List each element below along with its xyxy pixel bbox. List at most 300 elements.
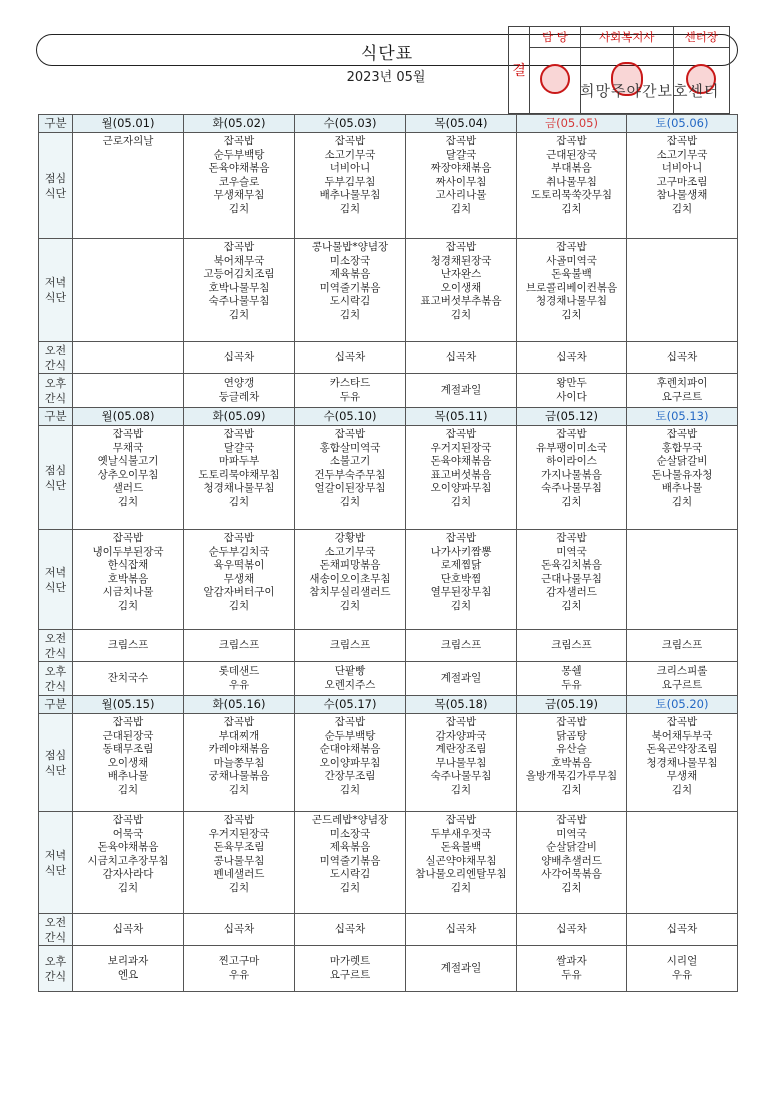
menu-item: 유부팽이미소국 xyxy=(535,441,607,454)
menu-item: 돈나물유자청 xyxy=(651,468,713,481)
menu-item: 미소장국 xyxy=(329,827,371,840)
menu-item: 근대나물무침 xyxy=(541,572,602,585)
menu-item: 계절과일 xyxy=(440,383,482,396)
menu-item: 잡곡밥 xyxy=(223,814,255,826)
pm-snack-label-text: 오후 xyxy=(44,376,67,390)
pm_snack-cell xyxy=(295,946,406,992)
menu-item: 소고기무국 xyxy=(656,148,708,161)
dinner-cell xyxy=(184,812,295,914)
pm-snack-label xyxy=(39,662,73,696)
menu-item: 두유 xyxy=(561,678,582,691)
menu-item: 오이양파무침 xyxy=(430,482,492,495)
day-header: 수(05.17) xyxy=(295,696,406,714)
approval-role-1: 담 당 xyxy=(530,27,581,48)
dinner-cell xyxy=(73,239,184,342)
menu-item: 요구르트 xyxy=(329,968,371,981)
menu-item: 십곡차 xyxy=(223,922,255,935)
lunch-cell xyxy=(184,133,295,239)
lunch-label xyxy=(39,426,73,530)
menu-item: 우거지된장국 xyxy=(208,827,270,840)
category-label-text: 구분 xyxy=(44,409,67,423)
month-label: 2023년 05월 xyxy=(346,70,426,85)
am_snack-cell xyxy=(295,914,406,946)
dinner-cell xyxy=(73,530,184,630)
menu-item: 올방개묵김가루무침 xyxy=(525,770,618,783)
lunch-label-text: 점심 xyxy=(44,463,67,477)
menu-item: 김치 xyxy=(450,202,472,215)
menu-item: 유산슬 xyxy=(556,743,587,756)
menu-item: 잡곡밥 xyxy=(223,428,255,440)
menu-item: 잡곡밥 xyxy=(334,135,366,147)
lunch-cell xyxy=(627,133,738,239)
pm_snack-row xyxy=(39,374,738,408)
menu-item: 십곡차 xyxy=(666,922,698,935)
day-header: 금(05.12) xyxy=(517,408,627,426)
menu-item: 김치 xyxy=(561,783,582,796)
pm_snack-cell xyxy=(184,946,295,992)
menu-item: 김치 xyxy=(561,599,582,612)
menu-item: 김치 xyxy=(339,202,361,215)
pm-snack-label xyxy=(39,374,73,408)
pm_snack-cell xyxy=(517,662,627,696)
menu-item: 잡곡밥 xyxy=(112,428,144,440)
menu-item: 냉이두부된장국 xyxy=(92,545,164,558)
menu-item: 무생채무침 xyxy=(213,189,265,202)
menu-item: 계란장조림 xyxy=(435,743,487,756)
lunch-cell xyxy=(295,714,406,812)
menu-item: 홍합무국 xyxy=(661,441,703,454)
menu-item: 참치무실리샐러드 xyxy=(309,586,391,599)
menu-item: 너비아니 xyxy=(329,162,371,175)
day-header: 금(05.05) xyxy=(517,115,627,133)
am-snack-label-text: 오전 xyxy=(44,343,67,357)
menu-item: 김치 xyxy=(117,783,139,796)
menu-item: 알감자버터구이 xyxy=(203,586,275,599)
dinner-cell xyxy=(295,812,406,914)
menu-item: 김치 xyxy=(228,308,250,321)
menu-item: 소고기무국 xyxy=(324,545,376,558)
menu-item: 고구마조림 xyxy=(656,175,708,188)
menu-item: 잡곡밥 xyxy=(445,428,477,440)
menu-item: 잡곡밥 xyxy=(223,241,255,253)
pm-snack-label-text: 간식 xyxy=(44,391,67,405)
pm_snack-row xyxy=(39,946,738,992)
menu-item: 브로콜리베이컨볶음 xyxy=(525,281,618,294)
menu-item: 김치 xyxy=(450,783,472,796)
menu-item: 십곡차 xyxy=(556,350,587,363)
menu-item: 크림스프 xyxy=(329,638,371,651)
menu-item: 북어채두부국 xyxy=(651,729,713,742)
menu-item: 닭곰탕 xyxy=(556,729,587,742)
menu-item: 동태무조림 xyxy=(102,743,154,756)
menu-item: 카레야채볶음 xyxy=(208,743,270,756)
menu-item: 콩나물무침 xyxy=(213,854,265,867)
menu-item: 숙주나물무침 xyxy=(430,770,492,783)
pm-snack-label-text: 오후 xyxy=(44,664,67,678)
menu-item: 김치 xyxy=(228,881,250,894)
dinner-cell xyxy=(406,812,517,914)
am_snack-cell xyxy=(184,342,295,374)
menu-item: 잡곡밥 xyxy=(556,241,587,253)
menu-item: 사각어묵볶음 xyxy=(541,868,602,881)
menu-item: 잡곡밥 xyxy=(112,532,144,544)
menu-item: 미역줄기볶음 xyxy=(319,281,381,294)
lunch-cell xyxy=(406,426,517,530)
pm_snack-cell xyxy=(627,374,738,408)
menu-item: 김치 xyxy=(228,599,250,612)
menu-item: 김치 xyxy=(450,308,472,321)
menu-item: 근로자의날 xyxy=(102,135,154,147)
menu-item: 오이생채 xyxy=(440,281,482,294)
menu-item: 크림스프 xyxy=(107,638,149,651)
menu-item: 두유 xyxy=(561,968,582,981)
dinner-row xyxy=(39,812,738,914)
menu-item: 콩나물밥*양념장 xyxy=(311,241,389,253)
menu-item: 연양갱 xyxy=(223,376,255,389)
lunch-label-text: 점심 xyxy=(44,748,67,762)
menu-item: 잡곡밥 xyxy=(445,241,477,253)
category-label xyxy=(39,408,73,426)
menu-item: 김치 xyxy=(339,881,361,894)
pm_snack-cell xyxy=(73,662,184,696)
am_snack-cell xyxy=(627,914,738,946)
lunch-cell xyxy=(184,426,295,530)
menu-item: 청경채나물무침 xyxy=(646,756,718,769)
menu-item: 너비아니 xyxy=(661,162,703,175)
day-header: 월(05.15) xyxy=(73,696,184,714)
lunch-cell xyxy=(406,133,517,239)
menu-item: 십곡차 xyxy=(334,350,366,363)
menu-item: 요구르트 xyxy=(661,678,703,691)
am-snack-label-text: 간식 xyxy=(44,358,67,372)
pm_snack-cell xyxy=(184,662,295,696)
menu-item: 십곡차 xyxy=(112,922,144,935)
am_snack-cell xyxy=(73,342,184,374)
menu-item: 오렌지주스 xyxy=(324,678,376,691)
menu-item: 왕만두 xyxy=(556,376,587,389)
menu-item: 짜사이무침 xyxy=(435,175,487,188)
menu-item: 돈육김치볶음 xyxy=(541,559,602,572)
menu-item: 잔치국수 xyxy=(107,671,149,684)
am_snack-cell xyxy=(517,630,627,662)
am-snack-label xyxy=(39,630,73,662)
pm-snack-label-text: 간식 xyxy=(44,679,67,693)
menu-item: 크림스프 xyxy=(218,638,260,651)
menu-item: 잡곡밥 xyxy=(223,716,255,728)
menu-item: 후렌치파이 xyxy=(656,376,708,389)
day-header: 수(05.10) xyxy=(295,408,406,426)
day-header: 목(05.11) xyxy=(406,408,517,426)
dinner-row xyxy=(39,239,738,342)
menu-item: 잡곡밥 xyxy=(445,532,477,544)
day-header: 월(05.01) xyxy=(73,115,184,133)
menu-item: 단팥빵 xyxy=(334,664,366,677)
menu-item: 계절과일 xyxy=(440,671,482,684)
menu-item: 크림스프 xyxy=(440,638,482,651)
menu-item: 둥글레차 xyxy=(218,390,260,403)
menu-item: 순살닭갈비 xyxy=(656,455,708,468)
menu-item: 돈육불백 xyxy=(440,841,482,854)
menu-item: 김치 xyxy=(450,881,472,894)
menu-item: 표고버섯볶음 xyxy=(430,468,492,481)
menu-item: 잡곡밥 xyxy=(445,716,477,728)
menu-item: 잡곡밥 xyxy=(556,135,587,147)
menu-item: 샐러드 xyxy=(112,482,144,495)
day-header: 화(05.09) xyxy=(184,408,295,426)
menu-item: 도토리묵야채무침 xyxy=(198,468,280,481)
menu-item: 잡곡밥 xyxy=(223,532,255,544)
menu-item: 잡곡밥 xyxy=(112,814,144,826)
menu-item: 소고기무국 xyxy=(324,148,376,161)
pm_snack-cell xyxy=(406,374,517,408)
menu-item: 김치 xyxy=(339,599,361,612)
menu-item: 시리얼 xyxy=(666,954,698,967)
menu-item: 잡곡밥 xyxy=(556,428,587,440)
menu-item: 열무된장무침 xyxy=(430,586,492,599)
am-snack-label-text: 간식 xyxy=(44,930,67,944)
menu-item: 제육볶음 xyxy=(329,841,371,854)
menu-item: 로제찜닭 xyxy=(440,559,482,572)
dinner-cell xyxy=(184,530,295,630)
menu-item: 십곡차 xyxy=(556,922,587,935)
menu-item: 김치 xyxy=(671,495,693,508)
category-label xyxy=(39,115,73,133)
menu-item: 근대된장국 xyxy=(546,148,597,161)
menu-item: 가지나물볶음 xyxy=(541,468,602,481)
menu-item: 마늘쫑무침 xyxy=(213,756,265,769)
menu-item: 김치 xyxy=(228,495,250,508)
menu-item: 엔요 xyxy=(117,968,139,981)
am_snack-row xyxy=(39,342,738,374)
category-label-text: 구분 xyxy=(44,697,67,711)
menu-item: 제육볶음 xyxy=(329,268,371,281)
approval-side-1: 결 xyxy=(509,27,530,114)
dinner-cell xyxy=(517,530,627,630)
menu-item: 십곡차 xyxy=(666,350,698,363)
lunch-label-text: 식단 xyxy=(44,763,67,777)
menu-item: 육우떡볶이 xyxy=(213,559,265,572)
menu-item: 배추나물 xyxy=(107,770,149,783)
menu-item: 몽쉘 xyxy=(561,664,582,677)
lunch-label-text: 식단 xyxy=(44,478,67,492)
menu-item: 짜장야채볶음 xyxy=(430,162,492,175)
menu-item: 미소장국 xyxy=(329,254,371,267)
am-snack-label-text: 오전 xyxy=(44,915,67,929)
menu-item: 부대볶음 xyxy=(551,162,592,175)
dinner-label-text: 식단 xyxy=(44,863,67,877)
day-header: 토(05.06) xyxy=(627,115,738,133)
menu-item: 잡곡밥 xyxy=(556,814,587,826)
lunch-cell xyxy=(73,426,184,530)
menu-item: 돈육야채볶음 xyxy=(97,841,159,854)
pm_snack-cell xyxy=(627,662,738,696)
menu-item: 돈육불백 xyxy=(551,268,592,281)
day-header: 화(05.02) xyxy=(184,115,295,133)
menu-item: 무생채 xyxy=(223,572,255,585)
menu-item: 펜네샐러드 xyxy=(213,868,265,881)
menu-item: 도시락김 xyxy=(329,295,371,308)
dinner-cell xyxy=(627,812,738,914)
menu-item: 상추오이무침 xyxy=(97,468,159,481)
menu-item: 청경채된장국 xyxy=(430,254,492,267)
am-snack-label-text: 간식 xyxy=(44,646,67,660)
lunch-label xyxy=(39,714,73,812)
day-header-row xyxy=(39,408,738,426)
menu-item: 양배추샐러드 xyxy=(541,854,602,867)
menu-item: 배추나물 xyxy=(661,482,703,495)
menu-item: 두부김무침 xyxy=(324,175,376,188)
menu-item: 잡곡밥 xyxy=(666,135,698,147)
dinner-cell xyxy=(73,812,184,914)
menu-item: 무채국 xyxy=(112,441,144,454)
menu-item: 새송이오이초무침 xyxy=(309,572,391,585)
day-header: 토(05.13) xyxy=(627,408,738,426)
menu-item: 한식잡채 xyxy=(107,559,149,572)
dinner-cell xyxy=(627,239,738,342)
menu-item: 무나물무침 xyxy=(435,756,487,769)
menu-item: 크림스프 xyxy=(551,638,592,651)
am_snack-cell xyxy=(184,914,295,946)
menu-item: 우유 xyxy=(671,968,693,981)
menu-item: 두부새우젓국 xyxy=(430,827,492,840)
lunch-label-text: 식단 xyxy=(44,186,67,200)
menu-item: 김치 xyxy=(117,881,139,894)
menu-item: 순두부백탕 xyxy=(213,148,265,161)
am_snack-cell xyxy=(295,630,406,662)
lunch-cell xyxy=(73,714,184,812)
pm_snack-cell xyxy=(406,946,517,992)
pm_snack-cell xyxy=(517,374,627,408)
lunch-cell xyxy=(295,426,406,530)
menu-item: 홍합살미역국 xyxy=(319,441,381,454)
menu-item: 십곡차 xyxy=(334,922,366,935)
menu-item: 어묵국 xyxy=(112,827,144,840)
menu-item: 잡곡밥 xyxy=(223,135,255,147)
menu-item: 우유 xyxy=(228,678,250,691)
menu-item: 순대야채볶음 xyxy=(319,743,381,756)
menu-item: 김치 xyxy=(671,202,693,215)
menu-item: 김치 xyxy=(339,495,361,508)
menu-item: 김치 xyxy=(561,308,582,321)
lunch-cell xyxy=(627,426,738,530)
lunch-cell xyxy=(517,133,627,239)
menu-item: 오이생채 xyxy=(107,756,149,769)
dinner-label-text: 저녁 xyxy=(44,276,67,289)
dinner-cell xyxy=(295,530,406,630)
menu-item: 김치 xyxy=(561,495,582,508)
category-label-text: 구분 xyxy=(44,116,67,130)
menu-item: 잡곡밥 xyxy=(556,716,587,728)
am_snack-row xyxy=(39,630,738,662)
dinner-label-text: 식단 xyxy=(44,291,67,304)
am_snack-cell xyxy=(627,630,738,662)
menu-item: 참나물생채 xyxy=(656,189,708,202)
dinner-cell xyxy=(295,239,406,342)
menu-item: 잡곡밥 xyxy=(556,532,587,544)
menu-item: 김치 xyxy=(561,881,582,894)
pm-snack-label xyxy=(39,946,73,992)
am-snack-label xyxy=(39,914,73,946)
menu-item: 간장무조림 xyxy=(324,770,376,783)
menu-item: 돈육곤약장조림 xyxy=(646,743,718,756)
category-label xyxy=(39,696,73,714)
menu-item: 호박나물무침 xyxy=(208,281,270,294)
menu-item: 잡곡밥 xyxy=(112,716,144,728)
menu-item: 시금치나물 xyxy=(102,586,154,599)
day-header: 월(05.08) xyxy=(73,408,184,426)
lunch-cell xyxy=(295,133,406,239)
lunch-row xyxy=(39,714,738,812)
menu-item: 근대된장국 xyxy=(102,729,154,742)
menu-item: 무생채 xyxy=(666,770,698,783)
menu-item: 감자샐러드 xyxy=(546,586,597,599)
menu-item: 청경채나물무침 xyxy=(203,482,275,495)
menu-item: 마가렛트 xyxy=(329,954,371,967)
menu-item: 도시락김 xyxy=(329,868,371,881)
menu-item: 미역국 xyxy=(556,545,587,558)
menu-item: 참나물오리엔탈무침 xyxy=(415,868,507,881)
pm_snack-cell xyxy=(73,374,184,408)
pm_snack-cell xyxy=(406,662,517,696)
dinner-cell xyxy=(627,530,738,630)
menu-item: 북어채무국 xyxy=(213,254,265,267)
menu-item: 순살닭갈비 xyxy=(546,841,597,854)
lunch-row xyxy=(39,426,738,530)
menu-item: 잡곡밥 xyxy=(445,135,477,147)
approval-role-3: 센터장 xyxy=(673,27,729,48)
menu-item: 잡곡밥 xyxy=(334,428,366,440)
pm-snack-label-text: 간식 xyxy=(44,969,67,983)
menu-item: 돈육무조림 xyxy=(213,841,265,854)
menu-item: 십곡차 xyxy=(223,350,255,363)
dinner-cell xyxy=(184,239,295,342)
dinner-label-text: 식단 xyxy=(44,580,67,594)
menu-item: 곤드레밥*양념장 xyxy=(311,814,389,826)
day-header: 금(05.19) xyxy=(517,696,627,714)
am_snack-cell xyxy=(73,914,184,946)
menu-item: 도토리묵쑥갓무침 xyxy=(530,189,613,202)
menu-item: 보리과자 xyxy=(107,954,149,967)
menu-item: 우거지된장국 xyxy=(430,441,492,454)
day-header-row xyxy=(39,696,738,714)
day-header: 화(05.16) xyxy=(184,696,295,714)
lunch-cell xyxy=(517,714,627,812)
menu-item: 취나물무침 xyxy=(546,175,597,188)
menu-item: 마파두부 xyxy=(218,455,260,468)
lunch-cell xyxy=(73,133,184,239)
menu-item: 십곡차 xyxy=(445,922,477,935)
menu-item: 소불고기 xyxy=(329,455,371,468)
lunch-cell xyxy=(517,426,627,530)
pm_snack-cell xyxy=(517,946,627,992)
dinner-label xyxy=(39,239,73,342)
menu-item: 고등어김치조림 xyxy=(203,268,275,281)
menu-item: 김치 xyxy=(117,495,139,508)
am_snack-row xyxy=(39,914,738,946)
pm_snack-cell xyxy=(184,374,295,408)
center-name: 희망주야간보호센터 xyxy=(580,82,720,100)
day-header: 목(05.04) xyxy=(406,115,517,133)
menu-item: 오이양파무침 xyxy=(319,756,381,769)
dinner-label xyxy=(39,812,73,914)
menu-item: 사이다 xyxy=(556,390,587,403)
menu-item: 강황밥 xyxy=(334,532,366,544)
lunch-cell xyxy=(406,714,517,812)
menu-item: 청경채나물무침 xyxy=(535,295,607,308)
am-snack-label-text: 오전 xyxy=(44,631,67,645)
menu-item: 표고버섯부추볶음 xyxy=(420,295,502,308)
am_snack-cell xyxy=(295,342,406,374)
